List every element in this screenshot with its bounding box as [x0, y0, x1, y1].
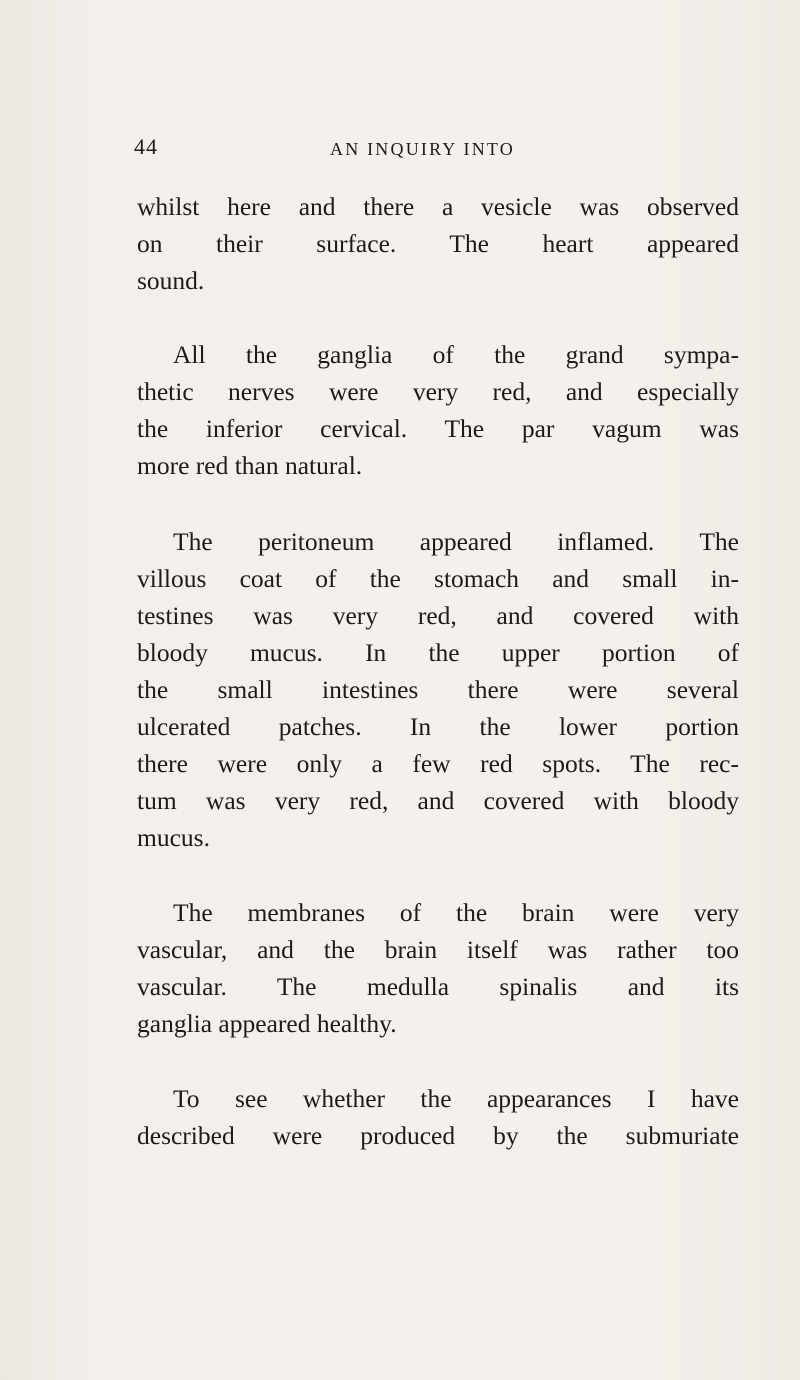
text-line: there were only a few red spots. The rec-	[137, 749, 739, 778]
text-line: tum was very red, and covered with bloody	[137, 786, 739, 815]
text-line: the inferior cervical. The par vagum was	[137, 414, 739, 443]
paragraph	[137, 523, 739, 856]
paragraph	[137, 188, 739, 299]
text-line: The peritoneum appeared inflamed. The	[173, 527, 739, 556]
text-line: bloody mucus. In the upper portion of	[137, 638, 739, 667]
text-line: vascular, and the brain itself was rather too	[137, 935, 739, 964]
text-line: mucus.	[137, 823, 210, 852]
text-line: vascular. The medulla spinalis and its	[137, 972, 739, 1001]
text-line: on their surface. The heart appeared	[137, 229, 739, 258]
page-number: 44	[134, 134, 158, 159]
text-line: To see whether the appearances I have	[173, 1084, 739, 1113]
text-line: villous coat of the stomach and small in-	[137, 564, 739, 593]
text-line: ganglia appeared healthy.	[137, 1009, 397, 1038]
body-text	[137, 188, 739, 1188]
text-line: testines was very red, and covered with	[137, 601, 739, 630]
text-line: All the ganglia of the grand sympa-	[173, 340, 739, 369]
text-line: ulcerated patches. In the lower portion	[137, 712, 739, 741]
paragraph	[137, 336, 739, 484]
running-head	[0, 134, 800, 168]
text-line: more red than natural.	[137, 451, 363, 480]
running-title: AN INQUIRY INTO	[330, 139, 515, 159]
text-line: sound.	[137, 266, 205, 295]
text-line: described were produced by the submuriate	[137, 1121, 739, 1150]
paragraph	[137, 1080, 739, 1154]
text-line: thetic nerves were very red, and especially	[137, 377, 739, 406]
text-line: The membranes of the brain were very	[173, 898, 739, 927]
text-line: the small intestines there were several	[137, 675, 739, 704]
text-line: whilst here and there a vesicle was observed	[137, 192, 739, 221]
paragraph	[137, 894, 739, 1042]
